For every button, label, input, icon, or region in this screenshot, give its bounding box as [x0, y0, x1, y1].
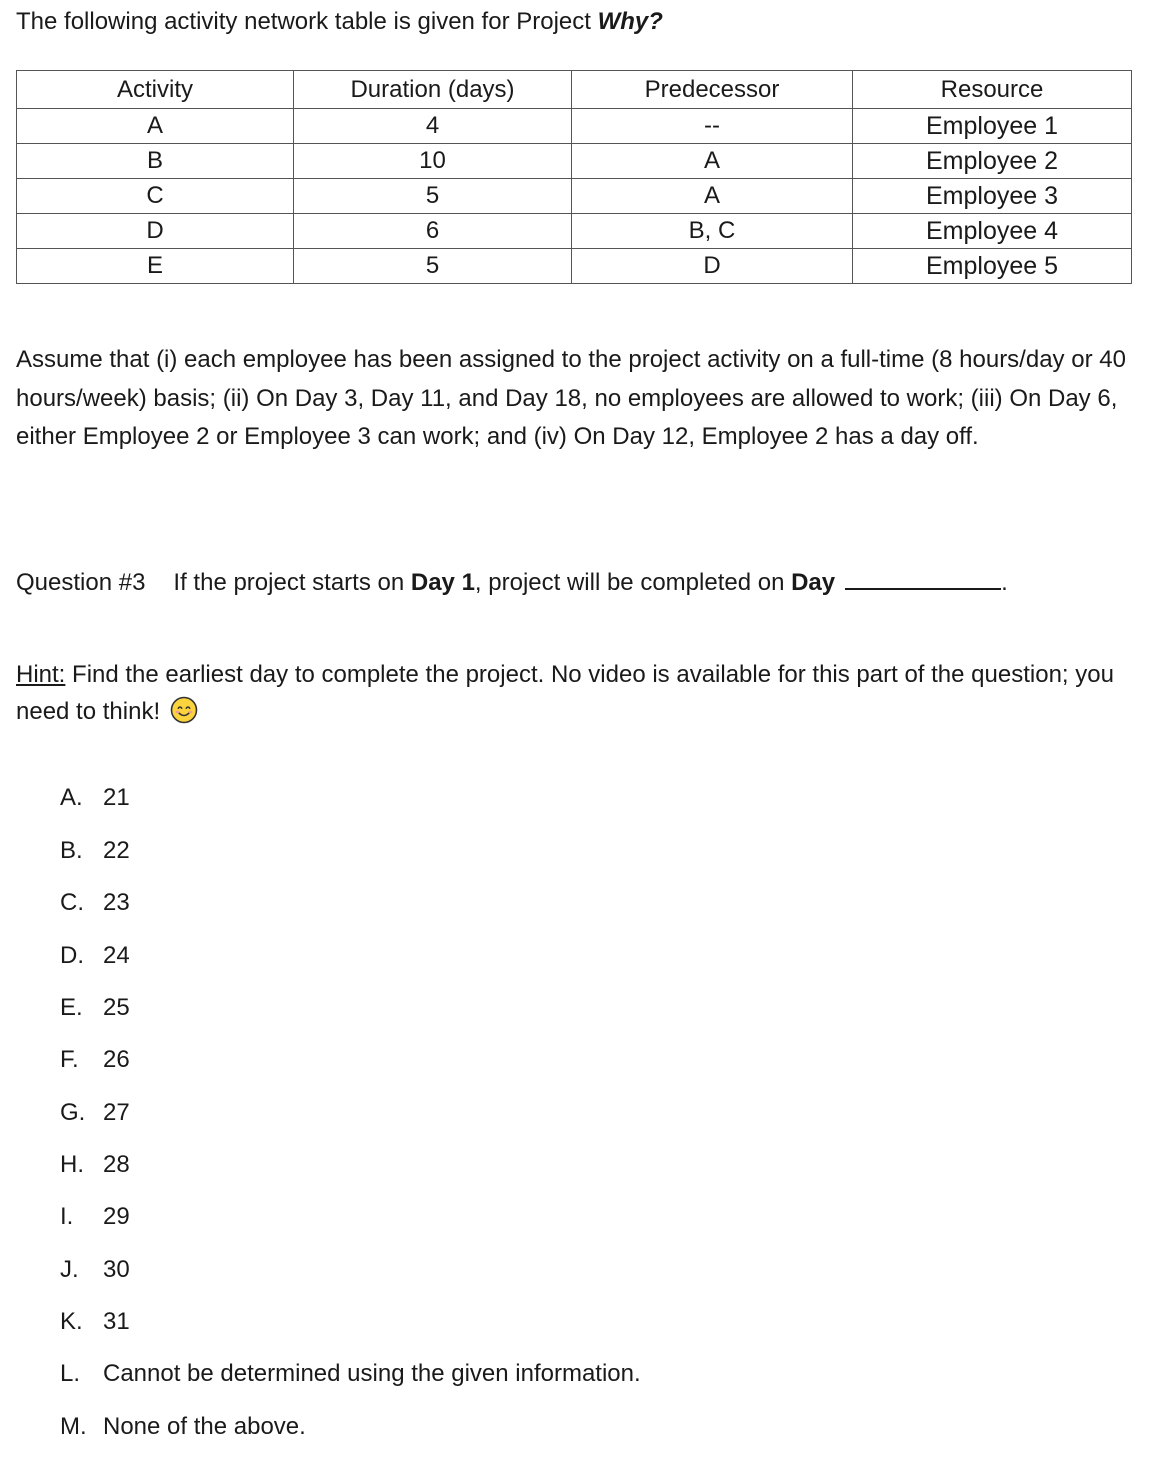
option-text: 23 — [103, 889, 130, 916]
table-row — [17, 144, 1132, 179]
table-header-row — [17, 71, 1132, 109]
cell-activity: B — [17, 144, 294, 179]
question-day: Day — [791, 569, 836, 596]
header-predecessor: Predecessor — [572, 71, 853, 109]
question-text-b: , project will be completed on — [474, 569, 792, 596]
cell-predecessor: A — [572, 179, 853, 214]
option-text: Cannot be determined using the given information. — [103, 1360, 641, 1387]
option-text: 21 — [103, 784, 130, 811]
option-m[interactable] — [60, 1410, 306, 1444]
question-line — [16, 566, 1008, 600]
cell-activity: C — [17, 179, 294, 214]
cell-duration: 6 — [294, 214, 572, 249]
option-i[interactable] — [60, 1200, 130, 1234]
option-letter: H. — [60, 1151, 84, 1178]
hint-text: Find the earliest day to complete the project. No video is available for this part of the question; you need to think! — [16, 661, 1114, 725]
cell-activity: D — [17, 214, 294, 249]
cell-resource: Employee 4 — [853, 214, 1132, 249]
option-text: 30 — [103, 1256, 130, 1283]
table-row — [17, 109, 1132, 144]
option-letter: I. — [60, 1203, 74, 1230]
option-e[interactable] — [60, 991, 130, 1025]
option-text: 31 — [103, 1308, 130, 1335]
option-a[interactable] — [60, 781, 130, 815]
option-text: 28 — [103, 1151, 130, 1178]
table-row — [17, 179, 1132, 214]
option-letter: A. — [60, 784, 83, 811]
project-name: Why? — [597, 8, 663, 35]
question-end: . — [1001, 569, 1008, 596]
option-text: 26 — [103, 1046, 130, 1073]
table-row — [17, 214, 1132, 249]
option-g[interactable] — [60, 1096, 130, 1130]
question-label: Question #3 — [16, 569, 146, 596]
cell-duration: 4 — [294, 109, 572, 144]
option-letter: B. — [60, 837, 83, 864]
option-letter: M. — [60, 1413, 87, 1440]
header-resource: Resource — [853, 71, 1132, 109]
cell-resource: Employee 2 — [853, 144, 1132, 179]
cell-duration: 10 — [294, 144, 572, 179]
cell-resource: Employee 5 — [853, 249, 1132, 284]
cell-predecessor: B, C — [572, 214, 853, 249]
assumption-paragraph: Assume that (i) each employee has been assigned to the project activity on a full-time (8 hours/day or 40 hours/week) basis; (ii) On Day 3, Day 11, and Day 18, no employees are allowed to work; (iii) On Day 6, either Employee 2 or Employee 3 can work; and (iv) On Day 12, Employee 2 has a day off. — [16, 346, 1126, 450]
option-letter: F. — [60, 1046, 79, 1073]
option-k[interactable] — [60, 1305, 130, 1339]
option-letter: L. — [60, 1360, 81, 1387]
hint-paragraph — [16, 657, 1116, 730]
option-letter: E. — [60, 994, 83, 1021]
intro-text — [16, 6, 663, 38]
table-row — [17, 249, 1132, 284]
cell-predecessor: A — [572, 144, 853, 179]
cell-resource: Employee 1 — [853, 109, 1132, 144]
option-letter: K. — [60, 1308, 83, 1335]
option-text: 29 — [103, 1203, 130, 1230]
option-b[interactable] — [60, 834, 130, 868]
option-text: 24 — [103, 942, 130, 969]
option-text: 22 — [103, 837, 130, 864]
option-letter: D. — [60, 942, 84, 969]
question-day1: Day 1 — [410, 569, 475, 596]
option-letter: G. — [60, 1099, 86, 1126]
option-d[interactable] — [60, 939, 130, 973]
option-f[interactable] — [60, 1043, 130, 1077]
activity-network-table — [16, 70, 1132, 284]
intro-sentence: The following activity network table is given for Project — [16, 8, 598, 35]
option-l[interactable] — [60, 1357, 641, 1391]
smiling-face-icon — [170, 696, 198, 724]
cell-predecessor: D — [572, 249, 853, 284]
option-letter: J. — [60, 1256, 79, 1283]
hint-label: Hint: — [16, 661, 66, 688]
option-j[interactable] — [60, 1253, 130, 1287]
option-text: None of the above. — [103, 1413, 306, 1440]
header-duration: Duration (days) — [294, 71, 572, 109]
cell-duration: 5 — [294, 179, 572, 214]
cell-activity: E — [17, 249, 294, 284]
question-text-a: If the project starts on — [173, 569, 411, 596]
cell-predecessor: -- — [572, 109, 853, 144]
cell-activity: A — [17, 109, 294, 144]
answer-blank — [845, 566, 1001, 590]
option-letter: C. — [60, 889, 84, 916]
option-c[interactable] — [60, 886, 130, 920]
header-activity: Activity — [17, 71, 294, 109]
option-text: 27 — [103, 1099, 130, 1126]
cell-resource: Employee 3 — [853, 179, 1132, 214]
option-text: 25 — [103, 994, 130, 1021]
cell-duration: 5 — [294, 249, 572, 284]
option-h[interactable] — [60, 1148, 130, 1182]
